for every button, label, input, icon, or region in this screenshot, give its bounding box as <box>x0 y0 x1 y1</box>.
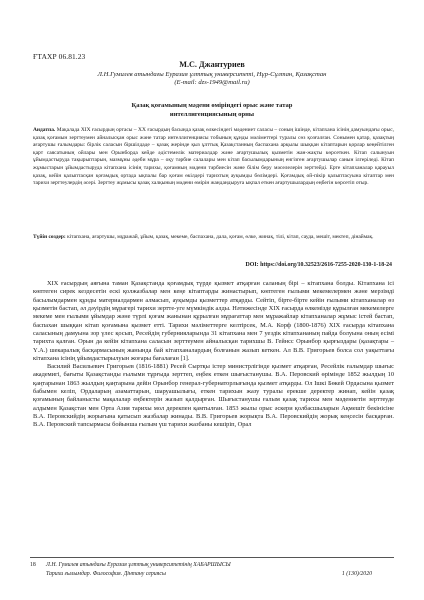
page-number: 18 <box>30 562 36 568</box>
keywords-label: Түйін сөздер: <box>33 234 66 240</box>
journal-name: Л.Н. Гумилев атындағы Еуразия ұлттық университетінің ХАБАРШЫСЫ <box>46 562 231 568</box>
footer-divider <box>30 557 394 558</box>
journal-issue: 1 (130)/2020 <box>341 571 372 577</box>
body-paragraph-1: XIX ғасырдың аяғына таман Қазақстанда қоғамдық түрде қызмет атқарған саланың бірі – кітапхана болды. Кітапхана ісі көптеген сирек кездесетін ескі қолжазбалар мен кеңе кітаптарды жинастырып, көптеген ғылыми мекемелермен және мерзімді басылымдармен құнды материалдармен алмасып, ауқымды қызметтер атқарды. Сейтіп, бірте-бірте кейін ғылыми кітапханалар өз қызметін бастап, әл дәуірдің мұрагері тарихи зертте-уге мүмкіндік алды. Нәтижесінде XIX ғасырда өлкемізде құрылған мекемелерге мекеме мен ғылыми ұйымдар және түрлі қоғам жанынан құрылған мұрағаттар мен мұражайлар кітапханалар жұмыс істей бастап, баспахан шыққан кітап қоғамына қызмет етті. Тарихи мәліметтерге келтірсек, М.А. Корф (1800-1876) XIX ғасырда кітапхана саласының дамуына зор үлес қосып, Ресейдің губернияларында 31 кітапхана мен 7 уездік кітапхананың пайда болуына оның есімі тарихта қалған. Орын да кейін кітапхана саласын зерттеумен айналысқан тарихшы В. Гейнсс Орынбор қырғыздары (қазақтары – Ү.А.) шекаралық басқармасының жанында бай кітапханалардың болғанын жазып кеткен. Ал В.В. Григорьев болса сол уақыттағы кітапхана ісінің ұйымдастырылуын жоғары бағалаған [1]. <box>33 280 394 362</box>
irsti-code: ҒТАХР 06.81.23 <box>33 52 86 61</box>
affiliation-text: Л.Н.Гумилев атындағы Еуразия ұлттық университеті, Нұр-Сұлтан, Қазақстан <box>97 71 327 78</box>
author-email: (E-mail: dzs-1949@mail.ru) <box>174 79 250 87</box>
body-paragraph-2: Василий Васильевич Григорьев (1816-1881) Ресей Сыртқы істер министрлігінде қызмет атқарған, Ресейлік ғалымдар шығыс академигі, бағыты Қазақстанды ғылыми тұрғыда зерттеп, еңбек еткен шығыстанушы. В.А. Перовский өрімінде 1852 жылдың 10 қаңтарынан 1863 жылдың қаңтарына дейін Орынбор генерал-губернаторлығында қызмет атқарды. Ол Ішкі Бөкей Ордасына қызмет бабымен келіп, Ордаларың азаматтарын, шаруашылығы, еткен тарихын жазу туралы ерекше деректер жинап, кейін қазақ қоғамының байланысты мақалалар еңбектерін жазып қалдырған. Шығыстанушы ғалым қазақ тарихы мен мәдениетін зерттеуде алдымен Қазақстан мен Орта Азия тарихы мол дерекпен қамтылған. 1853 жылы орыс әскери қолбасшыларын Ақмешіт бекінісіне В.А. Перовскийдің жорығына қатысып жазбалар жинады. В.В. Григорьев жорықта В.А. Перовскийдің жорық кеңсесін басқарған. В.А. Перовский тапсырмасы бойынша ғылым үш тарихи жазбаны кешіріп, Орал <box>33 363 394 429</box>
abstract-label: Андатпа. <box>33 127 56 133</box>
keywords <box>33 234 394 242</box>
article-body <box>33 280 394 430</box>
article-title <box>0 102 424 119</box>
doi-link[interactable]: DOI: https://doi.org/10.32523/2616-7255-2020-130-1-18-24 <box>245 262 392 268</box>
author-name: М.С. Джантуриев <box>179 60 245 69</box>
abstract-text: Мақалада XIX ғасырдың ортасы – XX ғасырдың басында қазақ өлкесіндегі мәдениет саласы – соның ішінде, кітапхана ісінің дамуындағы орыс, қазақ қоғамын зерттеумен айналысқан орыс және татар интеллигенциясы тобының құнды мәліметтері туралы сөз қозғалған. Сонымен қатар, қазақтың ағартушы ғалымдары: бірлік саласын біршілдаде – қазақ жерінде қыз ұлттық Қазақстанның баспахана арқылы шыққан кітаптарын қорлар кеңейтілген қарт саясатының ойлары мен Орынборда кейде әдістемелік материалдар және ағартушылық қызметін жан-жақты көрсеткен. Кітап салынуын ұйымдастыруда тақырыптарын, мазмұны әдеби мұра – оқу тәрбие салалары мен кітап басылымдарының енгізген ағартушылар санын ілгеріледі. Кітап жұмыстарын ұйымдастыруда кітапхана ісінің тарихы, қоғамның мәдени тәрбиесін және білім беру мәселелерін зерттейді. Ерте кітапханалар қарауыл қазақ, кейін қалыптасқан қоғамдық ортада ықпалы бар қоғам өкілдері тарихтың ауқымды бөлімдері. Қоғамдық ой-пікір қалыптасуына кітаптар мен тарихи зерттеулердің әсері. Зерттеу жұмысы қазақ халқының мәдени өмірін жандандыруға ықпал еткен ағартушылардың еңбегін көрсетіп отыр. <box>33 127 394 187</box>
abstract <box>33 127 394 188</box>
author-affiliation <box>0 71 424 88</box>
title-line-1: Қазақ қоғамының мәдени өміріндегі орыс және татар <box>131 102 293 109</box>
title-line-2: интеллигенциясының орны <box>169 110 255 118</box>
keywords-text: кітапхана, ағартушы, мұражай, ұйым, қазақ, мекеме, баспахана, дала, қоғам, өлке, жинақ, тілі, кітап, сауда, мешіт, мектеп, дінаймақ. <box>65 234 374 240</box>
journal-series: Тарихи ғылымдар. Философия. Дінтану сериясы <box>46 571 166 577</box>
